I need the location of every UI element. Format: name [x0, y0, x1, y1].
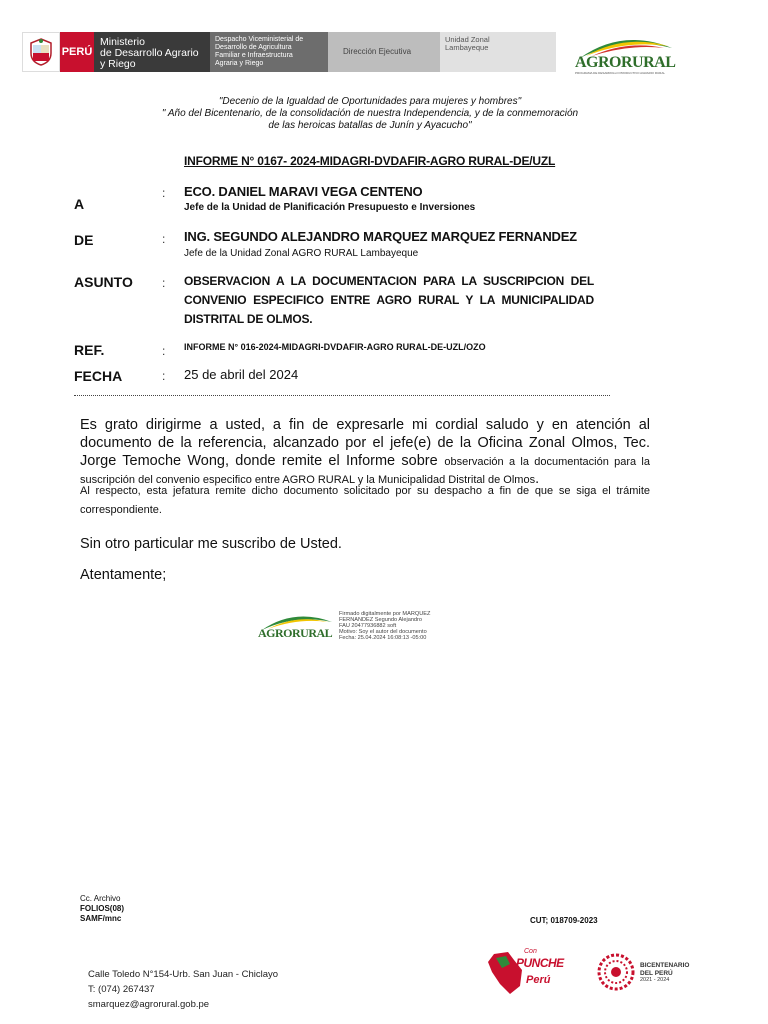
body-paragraph-2: Al respecto, esta jefatura remite dicho documento solicitado por su despacho a fin de que se siga el trámite correspondiente. — [80, 485, 650, 516]
signature-logo-text: AGRORURAL — [258, 626, 333, 640]
agrorural-logo — [572, 34, 676, 78]
agrorural-logo-text: AGRORURAL — [575, 54, 676, 71]
ministry-label: Ministerio de Desarrollo Agrario y Riego — [94, 32, 210, 72]
subject-text: OBSERVACION A LA DOCUMENTACION PARA LA SUSCRIPCION DEL CONVENIO ESPECIFICO ENTRE AGRO RURAL Y LA MUNICIPALIDAD DISTRITAL DE OLMOS. — [184, 274, 594, 326]
from-role: Jefe de la Unidad Zonal AGRO RURAL Lambayeque — [184, 248, 419, 259]
cc-text: Cc. Archivo — [80, 894, 121, 903]
vice-ministry-label: Despacho Viceministerial de Desarrollo de Agricultura Familiar e Infraestructura Agraria y Riego — [210, 32, 328, 72]
to-colon: : — [162, 186, 166, 200]
initials-text: SAMF/mnc — [80, 914, 122, 923]
header-bar — [22, 32, 556, 72]
date-colon: : — [162, 369, 166, 383]
digital-signature-text: Firmado digitalmente por MARQUEZ FERNANDEZ Segundo Alejandro FAU 20477936882 soft Motivo: Soy el autor del documento Fecha: 25.04.2024 16:08:13 -05:00 — [339, 611, 431, 641]
con-punche-peru-logo — [486, 948, 572, 996]
email-text: smarquez@agrorural.gob.pe — [88, 999, 210, 1010]
from-colon: : — [162, 232, 166, 246]
unit-label: Unidad Zonal Lambayeque — [440, 32, 556, 72]
folios-text: FOLIOS(08) — [80, 904, 125, 913]
campaign-peru: Perú — [526, 974, 551, 986]
bicentenario-line2: DEL PERÚ — [640, 969, 673, 977]
direction-label: Dirección Ejecutiva — [328, 32, 440, 72]
closing-text: Sin otro particular me suscribo de Usted. — [80, 536, 342, 552]
ref-text: INFORME N° 016-2024-MIDAGRI-DVDAFIR-AGRO RURAL-DE-UZL/OZO — [184, 342, 486, 352]
agrorural-logo-sub: PROGRAMA DE DESARROLLO PRODUCTIVO AGRARIO RURAL — [575, 71, 666, 75]
bicentenario-emblem-icon — [596, 952, 636, 992]
peru-flag-label: PERÚ — [60, 32, 94, 72]
from-label: DE — [74, 232, 94, 248]
ref-label: REF. — [74, 342, 105, 358]
footer-address — [88, 967, 278, 1012]
to-role: Jefe de la Unidad de Planificación Presupuesto e Inversiones — [184, 202, 476, 213]
regards-text: Atentamente; — [80, 567, 167, 583]
body-p1-end: . — [535, 471, 540, 487]
address-text: Calle Toledo N°154-Urb. San Juan - Chiclayo — [88, 969, 279, 980]
separator-line — [74, 395, 610, 396]
body-p1-small: observación a la documentación para la suscripción del convenio especifico entre AGRO RURAL y la Municipalidad Distrital de Olmos — [80, 456, 650, 486]
from-name: ING. SEGUNDO ALEJANDRO MARQUEZ MARQUEZ FERNANDEZ — [184, 229, 577, 244]
footer-notes — [80, 894, 124, 924]
cut-text: CUT; 018709-2023 — [530, 916, 598, 925]
date-label: FECHA — [74, 368, 123, 384]
campaign-punche: PUNCHE — [516, 956, 564, 970]
body-paragraph-1 — [80, 416, 650, 488]
to-name: ECO. DANIEL MARAVI VEGA CENTENO — [184, 184, 423, 199]
coat-of-arms-icon — [22, 32, 60, 72]
phone-text: T: (074) 267437 — [88, 984, 155, 995]
bicentenario-line1: BICENTENARIO — [640, 962, 690, 969]
report-title: INFORME N° 0167- 2024-MIDAGRI-DVDAFIR-AGRO RURAL-DE/UZL — [184, 154, 556, 168]
subject-label: ASUNTO — [74, 274, 133, 290]
bicentenario-line3: 2021 - 2024 — [640, 977, 670, 983]
ref-colon: : — [162, 344, 166, 358]
body-p1-main: Es grato dirigirme a usted, a fin de expresarle mi cordial saludo y en atención al documento de la referencia, alcanzado por el jefe(e) de la Oficina Zonal Olmos, Tec. Jorge Temoche Wong, donde remite el Informe sobre — [80, 417, 650, 469]
to-label: A — [74, 196, 85, 212]
decree-text: "Decenio de la Igualdad de Oportunidades para mujeres y hombres" " Año del Bicentenario, de la consolidación de nuestra Independencia, y de la conmemoración de las heroicas batallas de Junín y Ayacucho" — [161, 96, 579, 131]
signature-logo — [256, 612, 336, 648]
campaign-con: Con — [524, 948, 537, 955]
subject-colon: : — [162, 276, 166, 290]
bicentenario-logo — [596, 952, 706, 992]
date-text: 25 de abril del 2024 — [184, 367, 299, 382]
